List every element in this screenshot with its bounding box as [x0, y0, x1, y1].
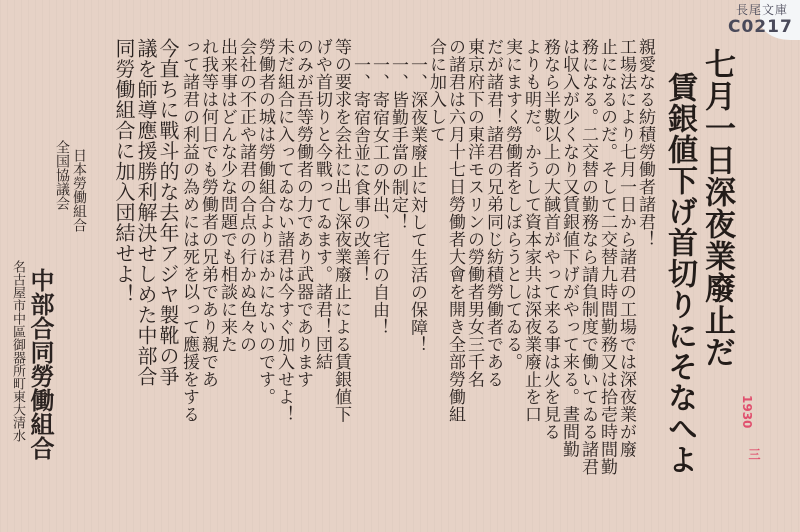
archive-collection: 長尾文庫 — [736, 3, 789, 17]
archive-code: C0217 — [728, 17, 793, 37]
text-column: だが諸君！諸君の兄弟同じ紡積勞働者である — [483, 38, 503, 388]
text-column: 出来事はどんな少な問題でも相談に来た — [217, 38, 237, 353]
red-mark-stamp: 三 — [747, 448, 761, 460]
text-column: 未だ組合に入ってゐない諸君は今すぐ加入せよ！ — [274, 38, 294, 423]
text-column: 一、寄宿女工の外出、宅行の自由！ — [369, 56, 389, 336]
text-column: 止になるのだ。そして二交替九時間勤務又は拾壱時間勤 — [597, 38, 617, 476]
text-column: って諸君の利益の為めには死を以って應援をする — [179, 38, 199, 423]
text-column: 実にますく勞働者をしぼらうとしてゐる。 — [502, 38, 522, 371]
archive-stamp — [728, 2, 793, 36]
text-column: よりも明だ。かうして資本家共は深夜業廢止を口 — [521, 38, 541, 423]
text-column: 務なら半數以上の大馘首がやって来る事は火を見る — [540, 38, 560, 441]
text-column: は収入が少くなり又賃銀値下げがやって来る。晝間勤 — [559, 38, 579, 458]
federation-line-2: 全国協議会 — [54, 140, 70, 210]
body-text — [113, 38, 654, 518]
text-column: 会社の不正や諸君の合点の行かぬ色々の — [236, 38, 256, 353]
text-column: 親愛なる紡積勞働者諸君！ — [635, 38, 655, 248]
text-column: のみが吾等勞働者の力であり武器であります — [293, 38, 313, 388]
text-column: げや首切りと今戰ってゐます。諸君！団結 — [312, 38, 332, 371]
signature — [10, 140, 87, 460]
text-column: 合に加入して — [426, 38, 446, 143]
text-column: の諸君は六月十七日勞働者大會を開き全部勞働組 — [445, 38, 465, 423]
headline-2: 賃銀値下げ首切りにそなへよ — [662, 72, 697, 475]
red-date-stamp: 1930 — [740, 395, 754, 429]
headline-1: 七月一日深夜業廢止だ — [699, 48, 735, 368]
text-column: れ我等は何日でも勞働者の兄弟であり親であ — [198, 38, 218, 388]
text-column: 同勞働組合に加入団結せよ！ — [112, 38, 136, 305]
union-name: 中部合同勞働組合 — [26, 268, 54, 460]
text-column: 議を師導應援勝利解決せしめた中部合 — [134, 38, 158, 387]
text-column: 工場法により七月一日から諸君の工場では深夜業が廢 — [616, 38, 636, 458]
text-column: 一、寄宿舎並に食事の改善！ — [350, 56, 370, 284]
text-column: 東京府下の東洋モスリンの勞働者男女三千名 — [464, 38, 484, 388]
text-column: 今直ちに戰斗的な去年アジヤ製靴の爭 — [156, 38, 180, 387]
text-column: 勞働者の城は勞働組合よりほかにないのです。 — [255, 38, 275, 406]
text-column: 等の要求を会社に出し深夜業廢止による賃銀値下 — [331, 38, 351, 423]
text-column: 一、皆勤手當の制定！ — [388, 56, 408, 231]
text-column: 務になる。二交替の勤務なら請負制度で働いてゐる諸君 — [578, 38, 598, 476]
union-address: 名古屋市中區御器所町東大清水 — [10, 260, 25, 442]
federation-line-1: 日本勞働組合 — [71, 148, 87, 232]
text-column: 一、深夜業廢止に対して生活の保障！ — [407, 56, 427, 354]
